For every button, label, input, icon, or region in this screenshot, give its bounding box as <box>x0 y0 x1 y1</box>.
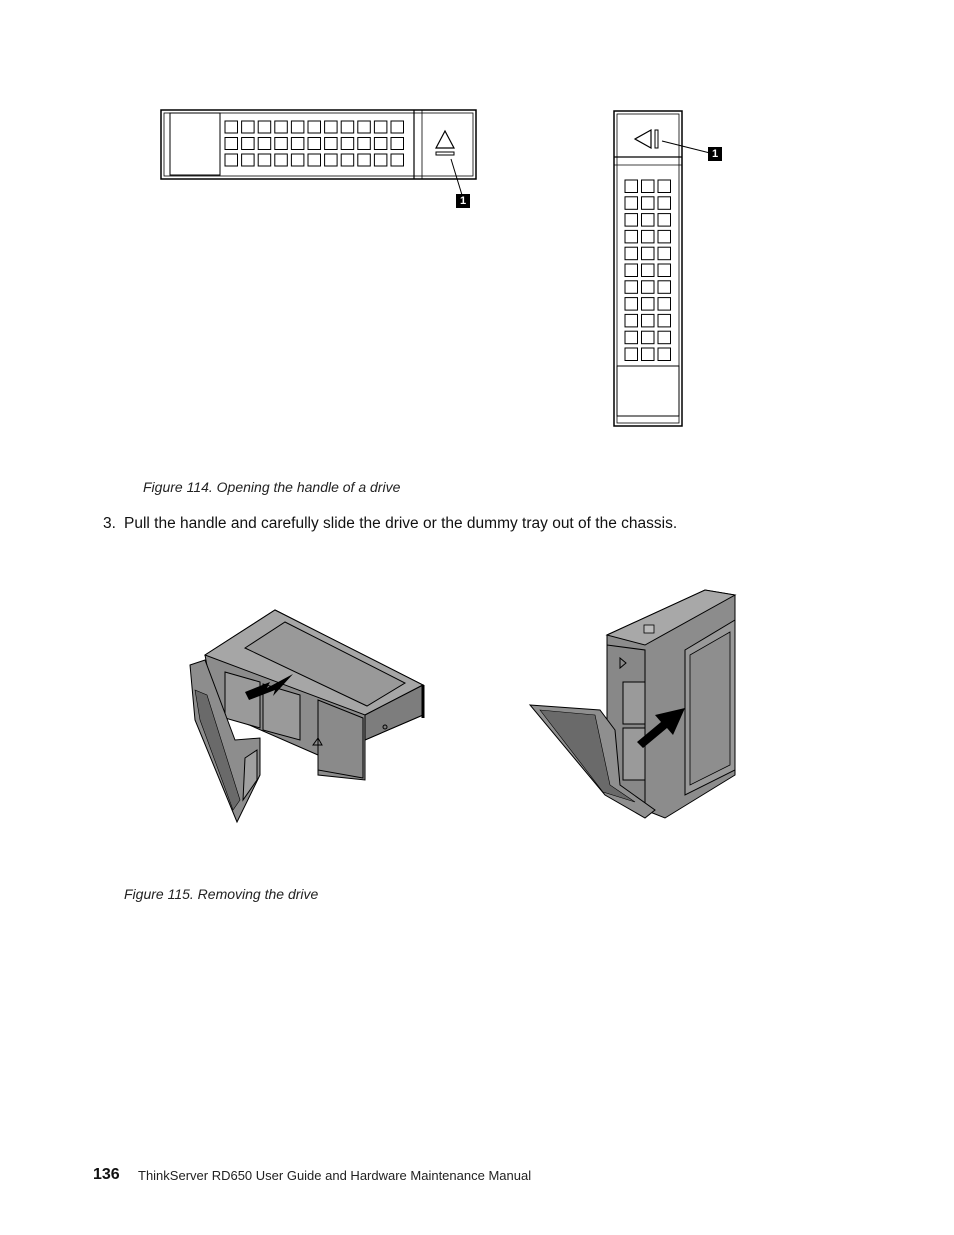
figure-115-caption: Figure 115. Removing the drive <box>124 886 319 902</box>
drive-removal-vertical-illustration <box>525 580 745 820</box>
step-number: 3. <box>103 515 116 532</box>
step-text: Pull the handle and carefully slide the drive or the dummy tray out of the chassis. <box>124 515 678 532</box>
horizontal-drive-illustration <box>155 105 495 215</box>
manual-title: ThinkServer RD650 User Guide and Hardware Maintenance Manual <box>138 1168 532 1183</box>
callout-badge-vertical: 1 <box>708 147 722 161</box>
page-number: 136 <box>93 1166 120 1183</box>
figure-114-caption: Figure 114. Opening the handle of a drive <box>143 479 401 495</box>
callout-badge-horizontal: 1 <box>456 194 470 208</box>
drive-removal-horizontal-illustration <box>185 600 435 830</box>
